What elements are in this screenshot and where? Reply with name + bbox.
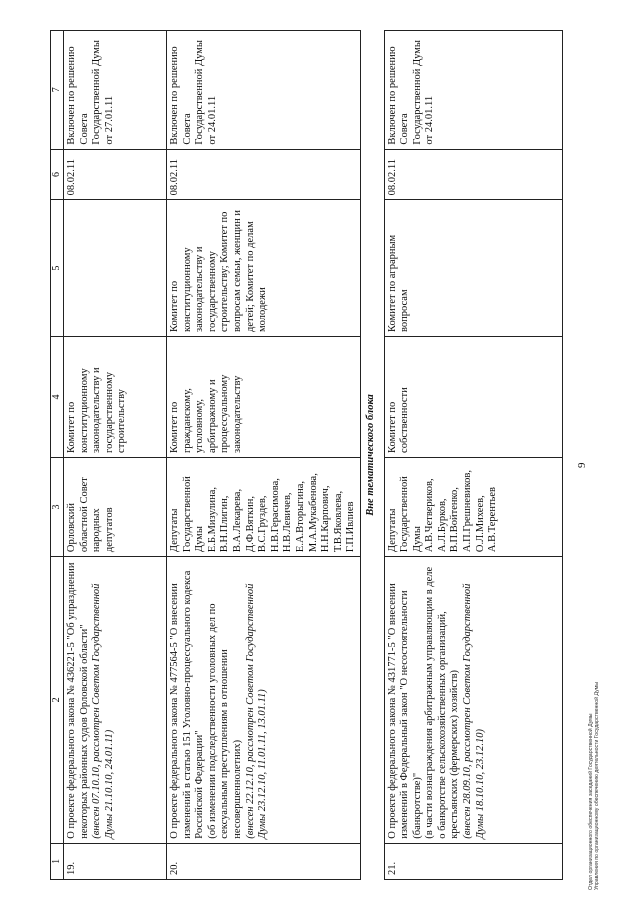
- header-cell: 6: [51, 149, 64, 200]
- footer-line: Отдел организационного обеспечения заседаний Государственной Думы: [588, 713, 594, 890]
- bill-title: О проекте федерального закона № 436221-5 "Об упразднении некоторых районных судов Орловской области": [66, 562, 90, 839]
- bill-submission-note: (внесен 22.12.10, рассмотрен Советом Государственной Думы 23.12.10, 11.01.11, 13.01.11): [244, 583, 269, 839]
- date-cell: 08.02.11: [64, 149, 167, 200]
- bill-submission-note: (внесен 28.09.10, рассмотрен Советом Государственной Думы 18.10.10, 23.12.10): [462, 583, 486, 839]
- committee-cell: Комитет по гражданскому, уголовному, арбитражному и процессуальному законодательству: [167, 337, 361, 458]
- block-title-cell: [360, 31, 384, 880]
- bill-subject: (об изменении подследственности уголовных дел по сексуальным преступлениям в отношении несовершеннолетних): [206, 603, 243, 839]
- header-cell: 4: [51, 337, 64, 458]
- agenda-table: [50, 30, 563, 880]
- row-number: 19.: [64, 843, 167, 879]
- note-cell: Включен по решению Совета Государственной Думы от 24.01.11: [384, 31, 562, 150]
- initiator-cell: Орловский областной Совет народных депутатов: [64, 457, 167, 556]
- bill-cell: [384, 557, 562, 844]
- bill-submission-note: (внесен 07.10.10, рассмотрен Советом Государственной Думы 21.10.10, 24.01.11): [91, 583, 115, 839]
- table-row: [384, 31, 562, 880]
- initiator-cell: Депутаты Государственной Думы А.В.Четвериков, А.Л.Бурков, В.П.Войтенко, А.П.Грешневиков, О.Л.Михеев, А.В.Терентьев: [384, 457, 562, 556]
- block-title-row: [360, 31, 384, 880]
- note-cell: Включен по решению Совета Государственной Думы от 24.01.11: [167, 31, 361, 150]
- table-row: [167, 31, 361, 880]
- bill-title: О проекте федерального закона № 477564-5 "О внесении изменений в статью 151 Уголовно-процессуального кодекса Российской Федерации": [169, 570, 206, 839]
- table-row: [64, 31, 167, 880]
- co-committees-cell: Комитет по конституционному законодательству и государственному строительству; Комитет по вопросам семьи, женщин и детей; Комитет по делам молодежи: [167, 200, 361, 337]
- footer-line: Управления по организационному обеспечению деятельности Государственной Думы: [594, 682, 600, 890]
- row-number: 20.: [167, 843, 361, 879]
- committee-cell: Комитет по конституционному законодательству и государственному строительству: [64, 337, 167, 458]
- block-title: Вне тематического блока: [364, 394, 376, 516]
- co-committees-cell: Комитет по аграрным вопросам: [384, 200, 562, 337]
- bill-subject: (в части вознаграждения арбитражным управляющим в деле о банкротстве сельскохозяйственных организаций, крестьянских (фермерских) хозяйств): [424, 566, 461, 839]
- bill-cell: [167, 557, 361, 844]
- bill-title: О проекте федерального закона № 431771-5 "О внесении изменений в Федеральный закон "О несостоятельности (банкротстве)": [386, 583, 423, 839]
- initiator-cell: Депутаты Государственной Думы Е.Б.Мизулина, В.Н.Плигин, В.А.Лекарева, Д.Ф.Вяткин, В.С.Груздев, Н.В.Герасимова, Н.В.Левичев, Е.А.Вторыгина, М.А.Мукабенова, Н.Н.Карпович, Т.В.Яковлева, Г.П.Ивлиев: [167, 457, 361, 556]
- page-number: 9: [576, 462, 588, 468]
- header-cell: 2: [51, 557, 64, 844]
- header-cell: 3: [51, 457, 64, 556]
- note-cell: Включен по решению Совета Государственной Думы от 27.01.11: [64, 31, 167, 150]
- committee-cell: Комитет по собственности: [384, 337, 562, 458]
- header-row: [51, 31, 64, 880]
- date-cell: 08.02.11: [167, 149, 361, 200]
- footer: [588, 600, 600, 890]
- row-number: 21.: [384, 843, 562, 879]
- rotated-document: [50, 30, 610, 880]
- co-committees-cell: [64, 200, 167, 337]
- header-cell: 1: [51, 843, 64, 879]
- header-cell: 5: [51, 200, 64, 337]
- bill-cell: [64, 557, 167, 844]
- date-cell: 08.02.11: [384, 149, 562, 200]
- header-cell: 7: [51, 31, 64, 150]
